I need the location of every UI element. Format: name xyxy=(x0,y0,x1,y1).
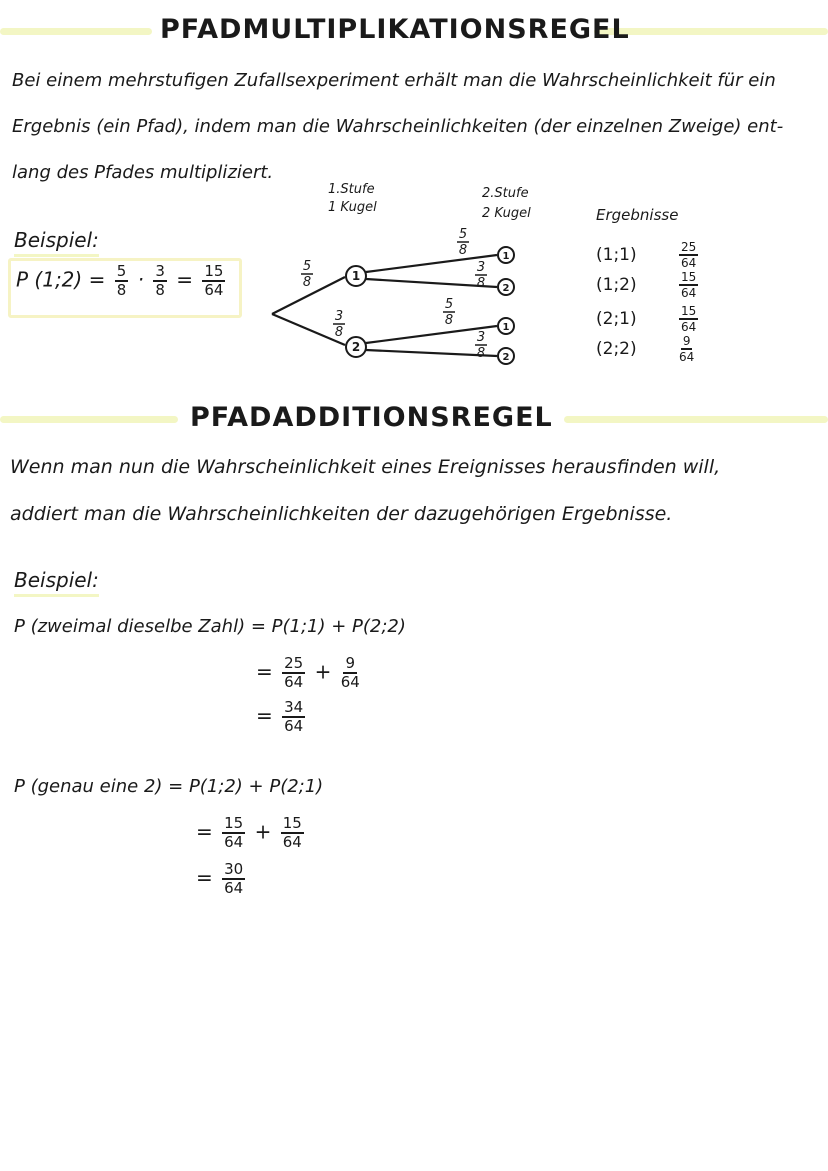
example1-step2 xyxy=(256,656,363,690)
fraction: $\frac{30}{64}$ xyxy=(224,860,244,897)
example-label: Beispiel: xyxy=(14,568,99,597)
result-prob: $\frac{9}{64}$ xyxy=(679,334,695,364)
branch-prob-den: 8 xyxy=(444,313,454,328)
result-row xyxy=(596,304,716,334)
node-label: 1 xyxy=(502,251,510,262)
result-prob: $\frac{15}{64}$ xyxy=(681,270,697,300)
branch-prob-den: 8 xyxy=(458,243,468,258)
example-label: Beispiel: xyxy=(14,228,99,257)
branch-prob-den: 8 xyxy=(476,276,486,291)
result-row xyxy=(596,270,716,300)
results-header: Ergebnisse xyxy=(596,206,679,224)
stage2-label: 2.Stufe xyxy=(482,186,529,201)
node-label: 1 xyxy=(502,322,510,333)
result-pair: (2;2) xyxy=(596,339,637,359)
branch-prob-num: 3 xyxy=(476,330,486,345)
fraction: $\frac{25}{64}$ xyxy=(284,654,304,691)
branch-prob-num: 3 xyxy=(334,309,344,324)
branch-prob-num: 5 xyxy=(444,297,454,312)
fraction: $\frac{15}{64}$ xyxy=(204,262,224,299)
branch-prob-den: 8 xyxy=(302,275,312,290)
rule-text-line: lang des Pfades multipliziert. xyxy=(12,162,274,183)
result-row xyxy=(596,334,716,364)
stage1-label: 1.Stufe xyxy=(328,182,375,197)
multiply-sign: · xyxy=(137,267,144,292)
result-row xyxy=(596,240,716,270)
fraction: $\frac{3}{8}$ xyxy=(155,262,165,299)
branch-prob-den: 8 xyxy=(476,346,486,361)
result-pair: (1;1) xyxy=(596,245,637,265)
section-title-multiplication: PFADMULTIPLIKATIONSREGEL xyxy=(160,14,630,45)
rule-text-line: addiert man die Wahrscheinlichkeiten der dazugehörigen Ergebnisse. xyxy=(10,503,673,525)
plus-sign: + xyxy=(314,659,332,684)
result-prob: $\frac{25}{64}$ xyxy=(681,240,697,270)
title-highlight-right xyxy=(564,416,828,423)
stage1-sublabel: 1 Kugel xyxy=(328,200,377,215)
fraction: $\frac{5}{8}$ xyxy=(116,262,127,299)
result-prob: $\frac{15}{64}$ xyxy=(681,304,697,334)
branch-prob-num: 3 xyxy=(476,260,486,275)
fraction: $\frac{15}{64}$ xyxy=(224,814,244,851)
equals-sign: = xyxy=(196,819,213,844)
node-label: 1 xyxy=(351,269,361,283)
equals-sign: = xyxy=(256,703,273,728)
equals-sign: = xyxy=(176,267,193,292)
rule-text-line: Wenn man nun die Wahrscheinlichkeit eines Ereignisses herausfinden will, xyxy=(10,456,721,478)
node-label: 2 xyxy=(502,283,510,294)
node-label: 2 xyxy=(502,352,510,363)
example1-step3 xyxy=(256,700,308,734)
results-list xyxy=(596,240,716,364)
result-pair: (1;2) xyxy=(596,275,637,295)
equals-sign: = xyxy=(256,659,273,684)
result-pair: (2;1) xyxy=(596,309,637,329)
branch-prob-num: 5 xyxy=(458,227,468,242)
fraction: $\frac{34}{64}$ xyxy=(284,698,304,735)
plus-sign: + xyxy=(254,819,272,844)
example1-line1: P (zweimal dieselbe Zahl) = P(1;1) + P(2;2) xyxy=(14,616,406,637)
equals-sign: = xyxy=(196,865,213,890)
formula-lhs: P (1;2) = xyxy=(16,267,106,292)
branch-prob-den: 8 xyxy=(334,325,344,340)
example2-step2 xyxy=(196,816,307,850)
rule-text-line: Bei einem mehrstufigen Zufallsexperiment erhält man die Wahrscheinlichkeit für ein xyxy=(12,70,776,91)
stage2-sublabel: 2 Kugel xyxy=(482,206,531,221)
fraction: $\frac{9}{64}$ xyxy=(340,654,360,691)
node-label: 2 xyxy=(351,340,361,354)
fraction: $\frac{15}{64}$ xyxy=(282,814,302,851)
rule-text-line: Ergebnis (ein Pfad), indem man die Wahrscheinlichkeiten (der einzelnen Zweige) ent- xyxy=(12,116,784,137)
title-highlight-left xyxy=(0,416,178,423)
example2-step3 xyxy=(196,862,248,896)
section-title-addition: PFADADDITIONSREGEL xyxy=(190,402,553,433)
example2-line1: P (genau eine 2) = P(1;2) + P(2;1) xyxy=(14,776,324,797)
branch-prob-num: 5 xyxy=(302,259,312,274)
